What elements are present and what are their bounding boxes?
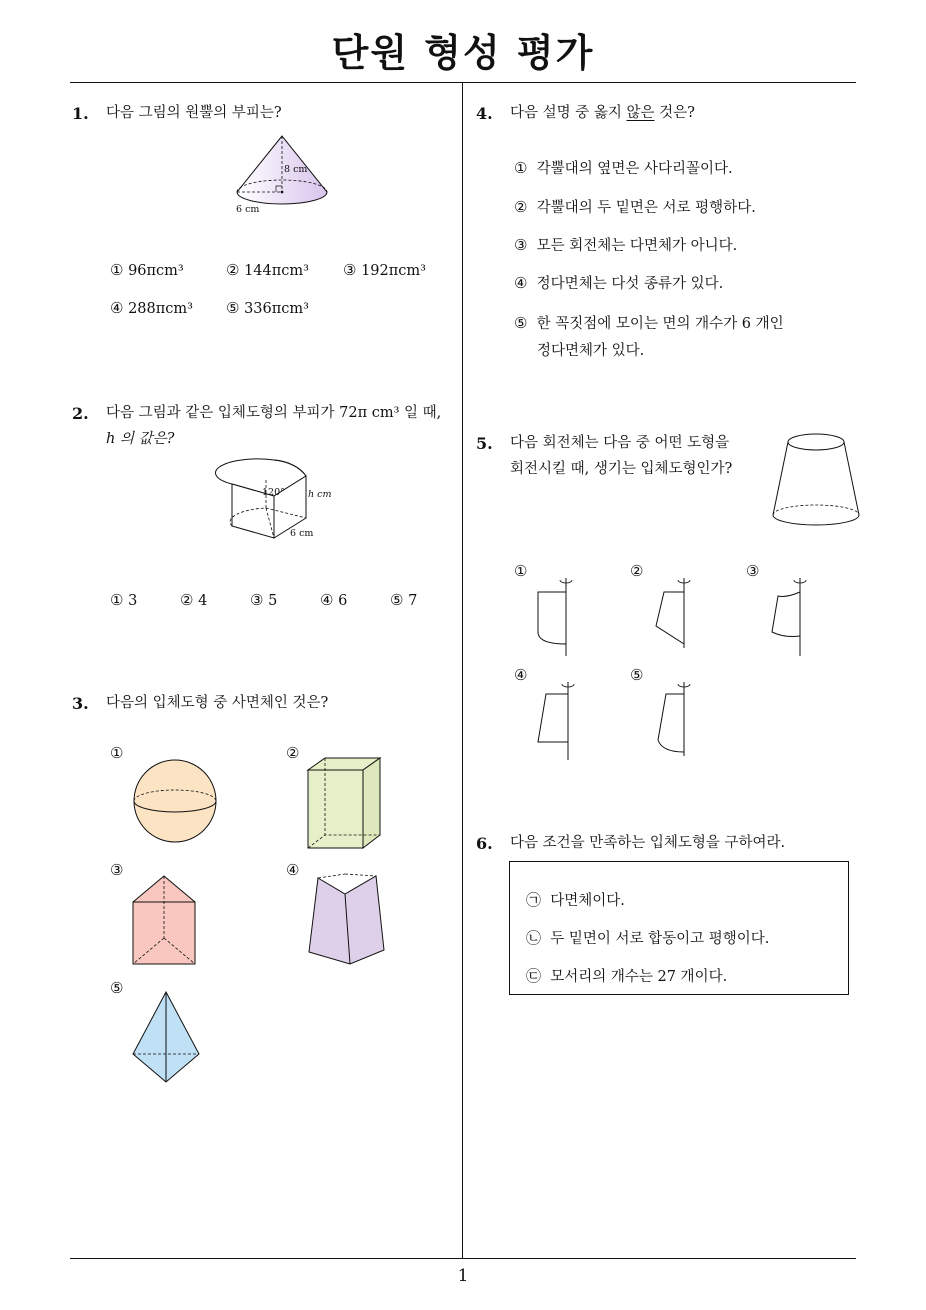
option-2-mark[interactable]: ②: [286, 744, 300, 762]
question-number: 3.: [72, 694, 89, 713]
question-text-line2: 회전시킬 때, 생기는 입체도형인가?: [510, 461, 733, 477]
sphere-figure[interactable]: [132, 758, 218, 844]
option-3[interactable]: ③ 5: [250, 591, 278, 609]
question-text: 다음 설명 중 옳지 않은 것은?: [510, 105, 695, 121]
frustum-figure[interactable]: [306, 872, 386, 966]
option-3-mark[interactable]: ③: [746, 562, 760, 580]
option-3[interactable]: ③ 모든 회전체는 다면체가 아니다.: [514, 236, 738, 254]
question-number: 4.: [476, 104, 493, 123]
option-2[interactable]: ② 4: [180, 591, 208, 609]
radius-label: 6 cm: [290, 528, 314, 539]
option-1[interactable]: ① 3: [110, 591, 138, 609]
triangular-pyramid-figure[interactable]: [130, 990, 202, 1084]
option-5-continued: 정다면체가 있다.: [537, 343, 645, 359]
option-4-mark[interactable]: ④: [286, 861, 300, 879]
option-1-mark[interactable]: ①: [514, 562, 528, 580]
rotation-shape-1[interactable]: [530, 574, 576, 656]
radius-label: 6 cm: [236, 204, 260, 215]
option-5[interactable]: ⑤ 7: [390, 591, 418, 609]
question-text-line1: 다음 회전체는 다음 중 어떤 도형을: [510, 435, 730, 451]
option-2-mark[interactable]: ②: [630, 562, 644, 580]
option-5[interactable]: ⑤ 한 꼭짓점에 모이는 면의 개수가 6 개인: [514, 314, 784, 332]
question-text-line1: 다음 그림과 같은 입체도형의 부피가 72π cm³ 일 때,: [106, 405, 442, 421]
condition-1: ㉠ 다면체이다.: [526, 891, 625, 909]
triangular-prism-figure[interactable]: [131, 874, 197, 966]
option-2[interactable]: ② 각뿔대의 두 밑면은 서로 평행하다.: [514, 198, 756, 216]
option-5[interactable]: ⑤ 336πcm³: [226, 299, 309, 317]
option-5-mark[interactable]: ⑤: [630, 666, 644, 684]
option-4-mark[interactable]: ④: [514, 666, 528, 684]
rotation-shape-5[interactable]: [648, 678, 694, 760]
option-1[interactable]: ① 각뿔대의 옆면은 사다리꼴이다.: [514, 159, 733, 177]
option-2[interactable]: ② 144πcm³: [226, 261, 309, 279]
rotation-shape-2[interactable]: [648, 574, 694, 656]
option-4[interactable]: ④ 288πcm³: [110, 299, 193, 317]
question-number: 5.: [476, 434, 493, 453]
page-title: 단원 형성 평가: [331, 31, 595, 75]
option-4[interactable]: ④ 정다면체는 다섯 종류가 있다.: [514, 274, 724, 292]
frustum-solid-figure: [770, 432, 862, 528]
h-label: h cm: [308, 489, 332, 500]
header-rule: [70, 82, 856, 83]
rotation-shape-3[interactable]: [764, 574, 810, 656]
question-text: 다음 조건을 만족하는 입체도형을 구하여라.: [510, 835, 786, 851]
rectangular-prism-figure[interactable]: [307, 757, 383, 849]
question-number: 1.: [72, 104, 89, 123]
column-divider: [462, 83, 463, 1259]
question-number: 2.: [72, 404, 89, 423]
footer-rule: [70, 1258, 856, 1259]
question-text-line2: h 의 값은?: [106, 431, 175, 447]
height-label: 8 cm: [284, 164, 308, 175]
question-text: 다음 그림의 원뿔의 부피는?: [106, 105, 282, 121]
condition-2: ㉡ 두 밑면이 서로 합동이고 평행이다.: [526, 929, 770, 947]
condition-3: ㉢ 모서리의 개수는 27 개이다.: [526, 967, 728, 985]
option-1-mark[interactable]: ①: [110, 744, 124, 762]
rotation-shape-4[interactable]: [532, 678, 578, 760]
option-3[interactable]: ③ 192πcm³: [343, 261, 426, 279]
option-4[interactable]: ④ 6: [320, 591, 348, 609]
question-text: 다음의 입체도형 중 사면체인 것은?: [106, 695, 329, 711]
question-number: 6.: [476, 834, 493, 853]
angle-label: 120°: [262, 487, 285, 498]
option-5-mark[interactable]: ⑤: [110, 979, 124, 997]
option-1[interactable]: ① 96πcm³: [110, 261, 184, 279]
page-number: 1: [457, 1266, 469, 1286]
option-3-mark[interactable]: ③: [110, 861, 124, 879]
